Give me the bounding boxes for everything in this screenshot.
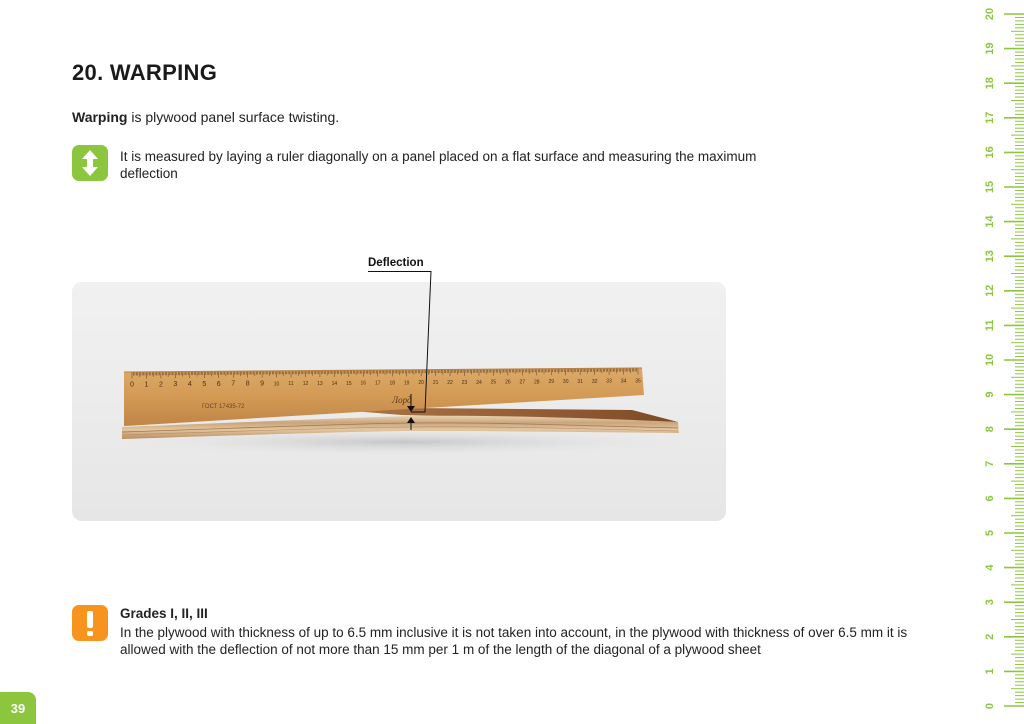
side-ruler-label: 1 xyxy=(984,668,996,675)
ruler-number: 26 xyxy=(505,379,511,386)
ruler-number: 7 xyxy=(231,380,236,388)
ruler-number: 30 xyxy=(562,379,569,386)
ruler-number: 9 xyxy=(260,380,265,388)
ruler-number: 10 xyxy=(273,381,280,388)
ruler-number: 34 xyxy=(620,378,627,385)
side-ruler-label: 9 xyxy=(984,391,996,398)
side-ruler-label: 19 xyxy=(984,42,996,55)
side-ruler-scale xyxy=(978,0,1024,724)
ruler-number: 3 xyxy=(173,381,178,389)
side-ruler-label: 11 xyxy=(984,319,996,332)
ruler-number: 29 xyxy=(548,379,555,386)
side-ruler-label: 0 xyxy=(984,702,996,710)
deflection-label: Deflection xyxy=(368,257,424,269)
ruler-number: 20 xyxy=(418,380,424,387)
ruler-number: 27 xyxy=(519,379,526,386)
side-ruler-label: 10 xyxy=(984,353,996,367)
up-down-arrow-icon xyxy=(72,145,108,181)
ruler-number: 12 xyxy=(302,381,309,388)
deflection-label-underline xyxy=(368,271,431,272)
ruler-number: 25 xyxy=(490,379,497,386)
ruler-brand: Лорд xyxy=(392,395,412,405)
side-ruler-label: 5 xyxy=(984,529,996,537)
ruler-number: 11 xyxy=(288,381,294,388)
ruler-number: 6 xyxy=(216,380,221,388)
grades-text: In the plywood with thickness of up to 6.5 mm inclusive it is not taken into account, in the plywood with thickness of over 6.5 mm it is allowed with the deflection of not more than 15 mm per 1 m of the length of the diagonal of a plywood sheet xyxy=(120,625,908,657)
ruler-number: 16 xyxy=(360,380,367,387)
intro-term: Warping xyxy=(72,109,128,125)
ruler-number: 5 xyxy=(202,380,207,388)
grades-title: Grades I, II, III xyxy=(120,606,208,621)
ruler-number: 1 xyxy=(144,381,149,389)
side-ruler-label: 2 xyxy=(984,633,996,640)
side-ruler-label: 15 xyxy=(984,180,996,194)
ruler-number: 0 xyxy=(130,381,134,389)
warping-photo xyxy=(72,282,726,521)
ruler-number: 15 xyxy=(346,380,352,387)
page-number: 39 xyxy=(0,692,36,724)
side-ruler-label: 3 xyxy=(984,599,996,606)
side-ruler-label: 8 xyxy=(984,426,996,433)
ruler-number: 33 xyxy=(606,378,612,385)
ruler-number: 21 xyxy=(432,380,439,387)
ruler-number: 14 xyxy=(331,380,338,387)
side-ruler-label: 6 xyxy=(984,495,996,502)
measurement-note: It is measured by laying a ruler diagonally on a panel placed on a flat surface and measuring the maximum deflection xyxy=(120,149,757,181)
intro-definition: is plywood panel surface twisting. xyxy=(127,109,340,125)
side-ruler-label: 16 xyxy=(984,146,996,159)
ruler-number: 13 xyxy=(317,381,323,388)
side-ruler-label: 4 xyxy=(984,564,996,571)
side-ruler-label: 14 xyxy=(984,215,996,228)
ruler-number: 22 xyxy=(447,379,453,386)
ruler-number: 19 xyxy=(403,380,410,387)
intro-text xyxy=(72,109,339,125)
ruler-marking: ГОСТ 17435-72 xyxy=(202,404,245,410)
ruler-number: 4 xyxy=(187,381,192,389)
ruler-number: 23 xyxy=(461,379,468,386)
side-ruler-label: 12 xyxy=(984,284,996,297)
exclamation-icon xyxy=(72,605,108,641)
ruler-number: 35 xyxy=(635,378,641,385)
ruler-number: 8 xyxy=(245,380,250,388)
side-ruler-label: 20 xyxy=(984,7,996,21)
ruler-number: 17 xyxy=(374,380,381,387)
ruler-number: 2 xyxy=(158,381,163,389)
ruler-number: 32 xyxy=(591,378,598,385)
ruler-number: 31 xyxy=(577,378,583,385)
side-ruler-label: 7 xyxy=(984,460,996,467)
page-title: 20. WARPING xyxy=(72,60,218,85)
ruler-number: 18 xyxy=(389,380,396,387)
ruler-number: 28 xyxy=(534,379,540,386)
ruler-number: 24 xyxy=(476,379,482,386)
side-ruler-label: 17 xyxy=(984,111,996,124)
side-ruler-label: 13 xyxy=(984,250,996,263)
side-ruler-label: 18 xyxy=(984,77,996,90)
